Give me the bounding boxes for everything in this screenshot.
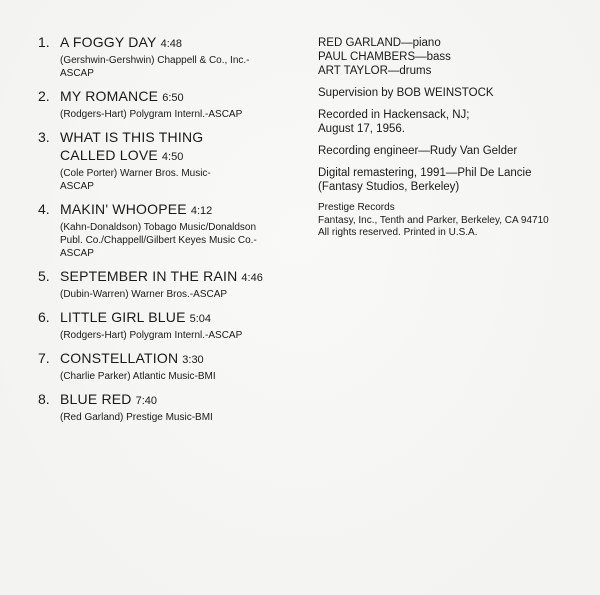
track-main — [60, 268, 288, 301]
rights-notice: All rights reserved. Printed in U.S.A. — [318, 227, 478, 238]
track-main — [60, 129, 225, 193]
track-credit: (Kahn-Donaldson) Tobago Music/Donaldson Publ. Co./Chappell/Gilbert Keyes Music Co.-ASCAP — [60, 222, 257, 259]
track-credit: (Rodgers-Hart) Polygram Internl.-ASCAP — [60, 330, 243, 341]
track-head — [38, 391, 288, 424]
track-title: MAKIN' WHOOPEE — [60, 201, 187, 217]
track-item — [38, 88, 288, 121]
track-title: MY ROMANCE — [60, 88, 159, 104]
personnel-list — [318, 36, 588, 78]
track-item — [38, 201, 288, 260]
track-main — [60, 201, 288, 260]
personnel-item: ART TAYLOR—drums — [318, 65, 432, 77]
track-item — [38, 309, 288, 342]
track-main — [60, 391, 288, 424]
track-main — [60, 34, 288, 80]
track-time: 3:30 — [182, 354, 204, 366]
track-time: 4:48 — [160, 38, 183, 50]
publisher-info — [318, 202, 588, 240]
track-time: 6:50 — [162, 92, 184, 104]
track-time: 4:12 — [190, 205, 213, 217]
track-credit: (Cole Porter) Warner Bros. Music-ASCAP — [60, 168, 211, 192]
track-number: 7. — [38, 350, 50, 366]
track-credit: (Charlie Parker) Atlantic Music-BMI — [60, 371, 216, 382]
track-list — [38, 34, 288, 432]
track-item — [38, 268, 288, 301]
track-title: BLUE RED — [60, 391, 132, 407]
track-credit: (Gershwin-Gershwin) Chappell & Co., Inc.-ASCAP — [60, 55, 250, 79]
track-head — [38, 201, 288, 260]
remastering-studio-line: (Fantasy Studios, Berkeley) — [318, 181, 460, 193]
personnel-item: RED GARLAND—piano — [318, 37, 441, 49]
supervision-credit: Supervision by BOB WEINSTOCK — [318, 87, 494, 99]
track-title: CONSTELLATION — [60, 350, 179, 366]
track-time: 4:46 — [241, 272, 263, 284]
track-number: 6. — [38, 309, 50, 325]
track-number: 2. — [38, 88, 50, 104]
track-head — [38, 34, 288, 80]
track-time: 7:40 — [135, 395, 158, 407]
publisher-name: Prestige Records — [318, 202, 395, 213]
engineer-credit: Recording engineer—Rudy Van Gelder — [318, 145, 518, 157]
track-number: 5. — [38, 268, 50, 284]
track-credit: (Red Garland) Prestige Music-BMI — [60, 412, 213, 423]
track-head — [38, 129, 288, 193]
track-title: A FOGGY DAY — [60, 34, 157, 50]
track-main — [60, 88, 288, 121]
track-number: 3. — [38, 129, 50, 145]
track-credit: (Rodgers-Hart) Polygram Internl.-ASCAP — [60, 109, 243, 120]
track-credit: (Dubin-Warren) Warner Bros.-ASCAP — [60, 289, 228, 300]
remastering-credit — [318, 166, 588, 194]
track-number: 4. — [38, 201, 50, 217]
track-time: 5:04 — [189, 313, 212, 325]
publisher-address: Fantasy, Inc., Tenth and Parker, Berkeley, CA 94710 — [318, 214, 549, 226]
remastering-line: Digital remastering, 1991—Phil De Lancie — [318, 167, 532, 179]
track-item — [38, 350, 288, 383]
track-item — [38, 34, 288, 80]
track-number: 1. — [38, 34, 50, 50]
track-item — [38, 391, 288, 424]
recording-location — [318, 108, 588, 136]
track-main — [60, 309, 288, 342]
track-head — [38, 309, 288, 342]
track-item — [38, 129, 288, 193]
track-time: 4:50 — [161, 151, 184, 163]
track-head — [38, 350, 288, 383]
track-number: 8. — [38, 391, 50, 407]
track-main — [60, 350, 288, 383]
track-title: LITTLE GIRL BLUE — [60, 309, 186, 325]
recording-location-line: Recorded in Hackensack, NJ; — [318, 109, 470, 121]
personnel-item: PAUL CHAMBERS—bass — [318, 51, 451, 63]
track-title: WHAT IS THIS THING CALLED LOVE — [60, 129, 204, 163]
track-head — [38, 88, 288, 121]
track-title: SEPTEMBER IN THE RAIN — [60, 268, 238, 284]
recording-date-line: August 17, 1956. — [318, 123, 405, 135]
credits-column — [318, 36, 588, 240]
track-head — [38, 268, 288, 301]
